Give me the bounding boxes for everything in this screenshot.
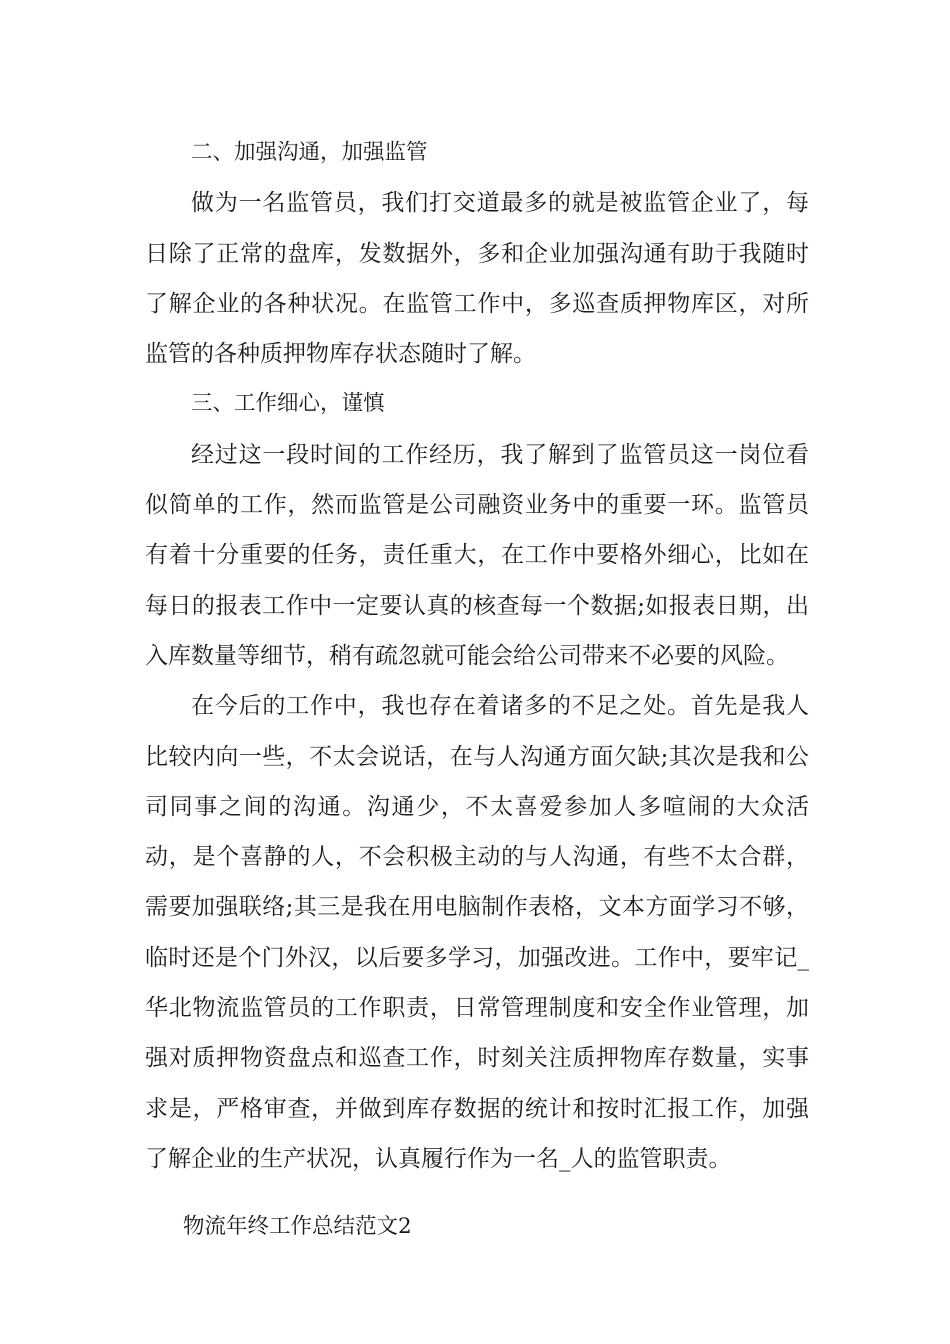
paragraph-careful-work: 经过这一段时间的工作经历，我了解到了监管员这一岗位看似简单的工作，然而监管是公司融资业务中的重要一环。监管员有着十分重要的任务，责任重大，在工作中要格外细心，比如在每日的报表工作中一定要认真的核查每一个数据;如报表日期，出入库数量等细节，稍有疏忽就可能会给公司带来不必要的风险。 — [145, 441, 809, 669]
section-heading-communication: 二、加强沟通，加强监管 — [191, 140, 428, 165]
paragraph-shortcomings: 在今后的工作中，我也存在着诸多的不足之处。首先是我人比较内向一些，不太会说话，在与人沟通方面欠缺;其次是我和公司同事之间的沟通。沟通少，不太喜爱参加人多喧闹的大众活动，是个喜静的人，不会积极主动的与人沟通，有些不太合群，需要加强联络;其三是我在用电脑制作表格，文本方面学习不够，临时还是个门外汉，以后要多学习，加强改进。工作中，要牢记_华北物流监管员的工作职责，日常管理制度和安全作业管理，加强对质押物资盘点和巡查工作，时刻关注质押物库存数量，实事求是，严格审查，并做到库存数据的统计和按时汇报工作，加强了解企业的生产状况，认真履行作为一名_人的监管职责。 — [145, 693, 809, 1172]
next-article-title: 物流年终工作总结范文2 — [183, 1214, 412, 1240]
section-heading-careful-work: 三、工作细心，谨慎 — [191, 391, 385, 417]
paragraph-communication: 做为一名监管员，我们打交道最多的就是被监管企业了，每日除了正常的盘库，发数据外，多和企业加强沟通有助于我随时了解企业的各种状况。在监管工作中，多巡查质押物库区，对所监管的各种质押物库存状态随时了解。 — [145, 190, 809, 368]
document-body — [145, 128, 809, 1253]
